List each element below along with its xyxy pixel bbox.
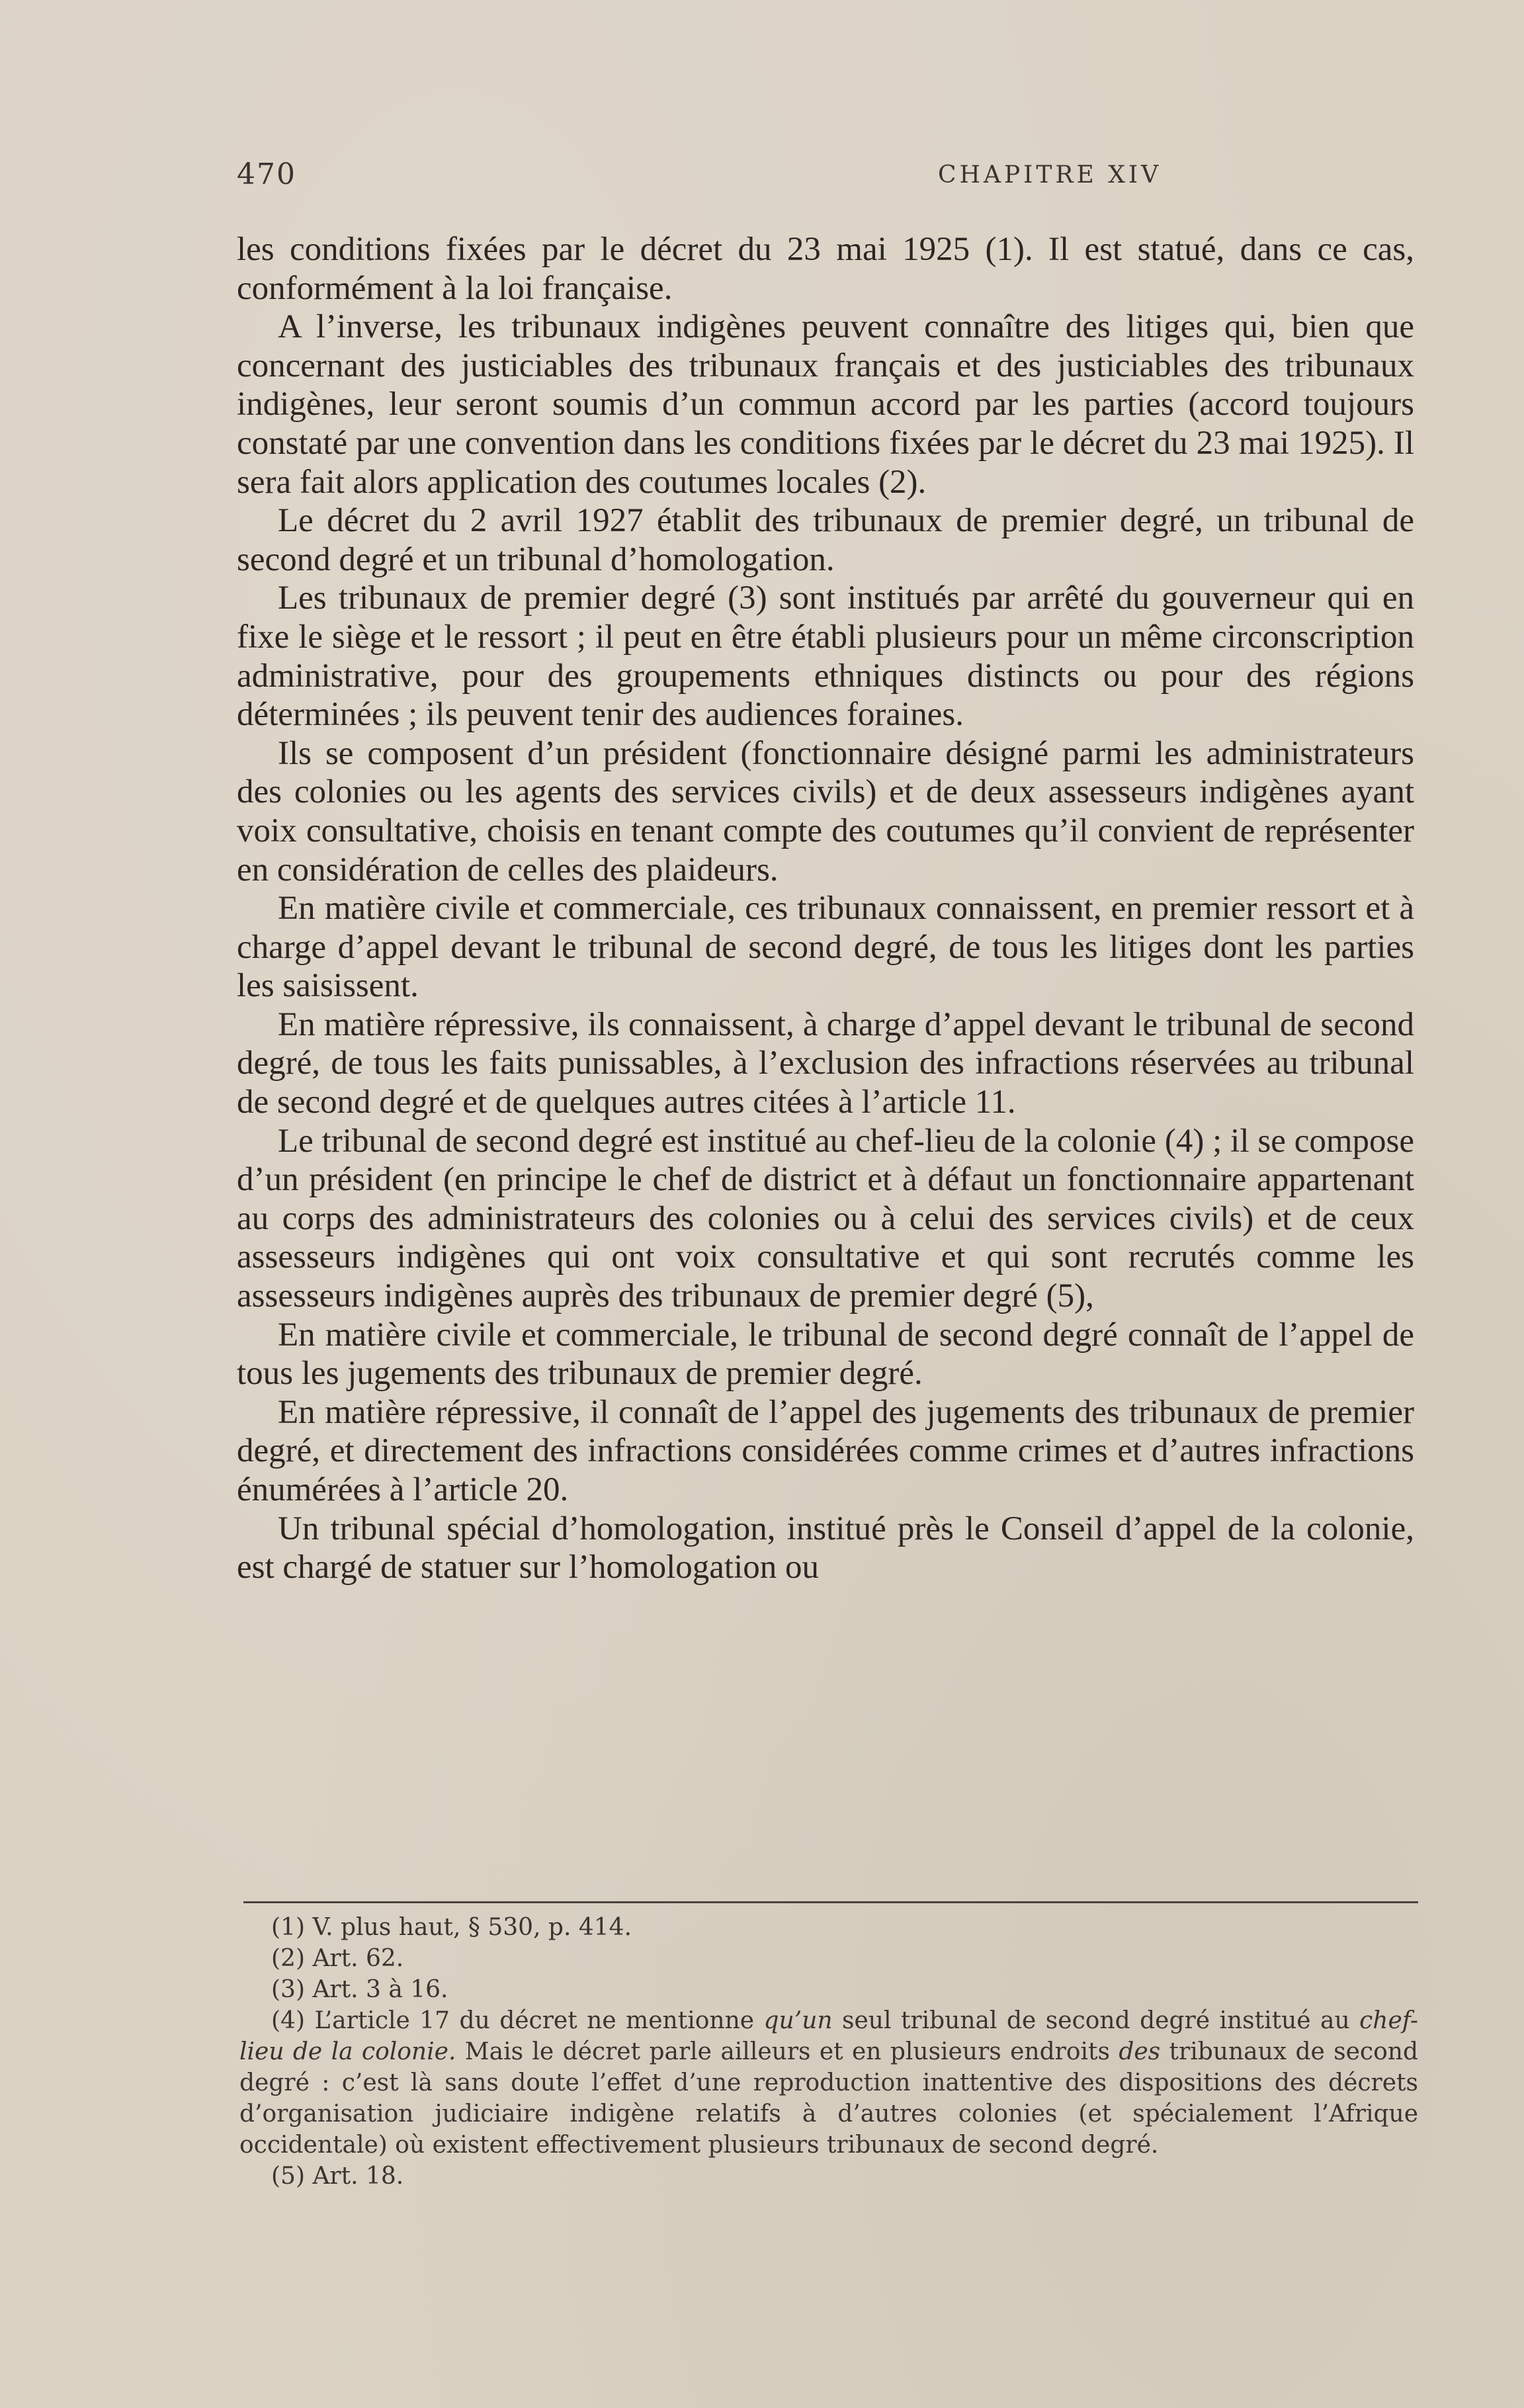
footnote-divider bbox=[243, 1901, 1418, 1903]
footnote-4 bbox=[239, 2005, 1418, 2161]
page-header bbox=[237, 157, 1414, 197]
paragraph: Le décret du 2 avril 1927 établit des tribunaux de premier degré, un tribunal de second degré et un tribunal d’homologation. bbox=[237, 502, 1414, 578]
footnote-4-emphasis: chef-lieu de la colonie. bbox=[239, 2007, 1418, 2065]
footnote-3: (3) Art. 3 à 16. bbox=[271, 1976, 448, 2003]
paragraph: En matière civile et commerciale, le tribunal de second degré connaît de l’appel de tous les jugements des tribunaux de premier degré. bbox=[237, 1316, 1414, 1393]
paragraph: Un tribunal spécial d’homologation, institué près le Conseil d’appel de la colonie, est chargé de statuer sur l’homologation ou bbox=[237, 1510, 1414, 1586]
paragraph: Le tribunal de second degré est institué au chef-lieu de la colonie (4) ; il se compose d’un président (en principe le chef de district et à défaut un fonctionnaire appartenant au corps des administrateurs des colonies ou à celui des services civils) et de ceux assesseurs indigènes qui ont voix consultative et qui sont recrutés comme les assesseurs indigènes auprès des tribunaux de premier degré (5), bbox=[237, 1122, 1414, 1315]
paragraph: En matière répressive, ils connaissent, à charge d’appel devant le tribunal de second degré, de tous les faits punissables, à l’exclusion des infractions réservées au tribunal de second degré et de quelques autres citées à l’article 11. bbox=[237, 1006, 1414, 1121]
running-title: CHAPITRE XIV bbox=[938, 161, 1162, 189]
footnote-4-emphasis: qu’un bbox=[763, 2007, 833, 2034]
footnote-4-text: Mais le décret parle ailleurs et en plusieurs endroits bbox=[456, 2038, 1119, 2065]
footnote-4-text: (4) L’article 17 du décret ne mentionne bbox=[271, 2007, 764, 2034]
paragraph: Ils se composent d’un président (fonctionnaire désigné parmi les administrateurs des colonies ou les agents des services civils) et de deux assesseurs indigènes ayant voix consultative, choisis en tenant compte des coutumes qu’il convient de représenter en considération de celles des plaideurs. bbox=[237, 734, 1414, 888]
paragraph: En matière répressive, il connaît de l’appel des jugements des tribunaux de premier degré, et directement des infractions considérées comme crimes et d’autres infractions énumérées à l’article 20. bbox=[237, 1393, 1414, 1508]
footnote-4-text: tribunaux de second degré : c’est là sans doute l’effet d’une reproduction inattentive des dispositions des décrets d’organisation judiciaire indigène relatifs à d’autres colonies (et spécialement l’Afrique occidentale) où existent effectivement plusieurs tribunaux de second degré. bbox=[239, 2038, 1418, 2159]
page-number: 470 bbox=[237, 157, 296, 191]
footnote-4-text: seul tribunal de second degré institué au bbox=[832, 2007, 1360, 2034]
footnotes bbox=[239, 1912, 1418, 2192]
paragraph: les conditions fixées par le décret du 23 mai 1925 (1). Il est statué, dans ce cas, conformément à la loi française. bbox=[237, 231, 1414, 307]
paragraph: En matière civile et commerciale, ces tribunaux connaissent, en premier ressort et à charge d’appel devant le tribunal de second degré, de tous les litiges dont les parties les saisissent. bbox=[237, 890, 1414, 1005]
footnote-5: (5) Art. 18. bbox=[271, 2163, 404, 2190]
footnote-1: (1) V. plus haut, § 530, p. 414. bbox=[271, 1914, 632, 1941]
paragraph: Les tribunaux de premier degré (3) sont institués par arrêté du gouverneur qui en fixe le siège et le ressort ; il peut en être établi plusieurs pour un même circonscription administrative, pour des groupements ethniques distincts ou pour des régions déterminées ; ils peuvent tenir des audiences foraines. bbox=[237, 580, 1414, 734]
paragraph: A l’inverse, les tribunaux indigènes peuvent connaître des litiges qui, bien que concernant des justiciables des tribunaux français et des justiciables des tribunaux indigènes, leur seront soumis d’un commun accord par les parties (accord toujours constaté par une convention dans les conditions fixées par le décret du 23 mai 1925). Il sera fait alors application des coutumes locales (2). bbox=[237, 308, 1414, 501]
body-text bbox=[237, 230, 1414, 1587]
footnote-4-emphasis: des bbox=[1119, 2038, 1161, 2065]
footnote-2: (2) Art. 62. bbox=[271, 1945, 404, 1972]
